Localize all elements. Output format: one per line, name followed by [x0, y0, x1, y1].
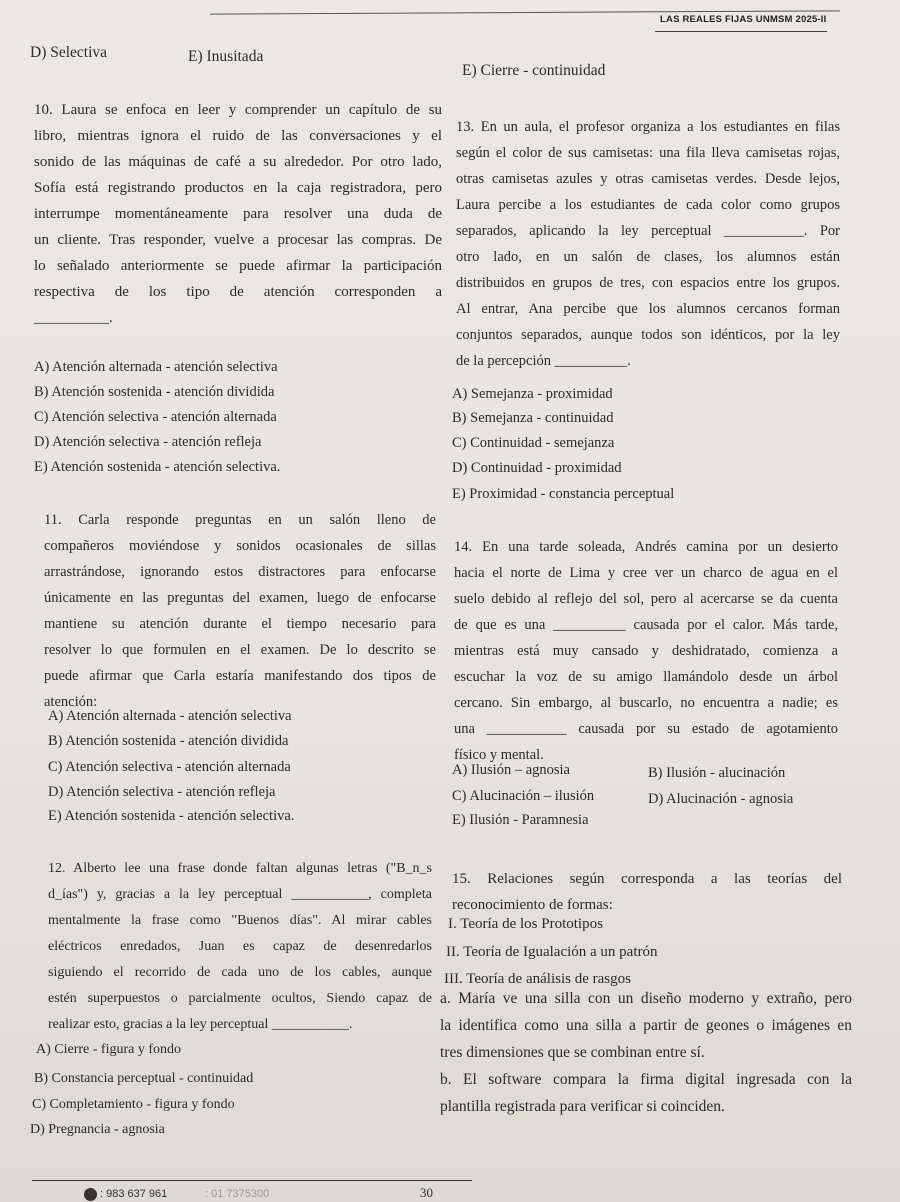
q13-line: conjuntos separados, aunque todos son idénticos, por la ley [456, 327, 840, 343]
q13-option-b[interactable]: B) Semejanza - continuidad [452, 410, 614, 426]
q14-line: hacia el norte de Lima y cree ver un charco de agua en el [454, 565, 838, 581]
question-13 [456, 114, 840, 374]
q14-line: mientras está muy cansado y deshidratado, comienza a [454, 643, 838, 659]
q10-line: interrumpe momentáneamente para resolver una duda de [34, 206, 442, 222]
whatsapp-icon [84, 1188, 97, 1201]
q14-line: suelo debido al reflejo del sol, pero al acercarse se da cuenta [454, 591, 838, 607]
q10-line: 10. Laura se enfoca en leer y comprender un capítulo de su [34, 102, 442, 118]
q12-line: realizar esto, gracias a la ley perceptual ___________. [48, 1017, 353, 1032]
q11-option-a[interactable]: A) Atención alternada - atención selectiva [48, 708, 292, 724]
q15-theory-1: I. Teoría de los Prototipos [448, 916, 603, 932]
q10-line: lo señalado anteriormente se puede afirmar la participación [34, 258, 442, 274]
q13-line: de la percepción __________. [456, 353, 631, 369]
q12-option-b[interactable]: B) Constancia perceptual - continuidad [34, 1071, 254, 1086]
q11-line: únicamente en las preguntas del examen, luego de enfocarse [44, 590, 436, 606]
q13-option-d[interactable]: D) Continuidad - proximidad [452, 460, 622, 476]
q14-line: 14. En una tarde soleada, Andrés camina por un desierto [454, 539, 838, 555]
q14-line: una ___________ causada por su estado de agotamiento [454, 721, 838, 737]
q12-line: 12. Alberto lee una frase donde faltan algunas letras ("B_n_s [48, 861, 432, 876]
q11-line: compañeros moviéndose y sonidos ocasionales de sillas [44, 538, 436, 554]
q11-line: 11. Carla responde preguntas en un salón lleno de [44, 512, 436, 528]
q13-line: separados, aplicando la ley perceptual ___________. Por [456, 223, 840, 239]
q10-line: un cliente. Tras responder, vuelve a procesar las compras. De [34, 232, 442, 248]
q11-line: arrastrándose, ignorando estos distractores para enfocarse [44, 564, 436, 580]
q13-option-a[interactable]: A) Semejanza - proximidad [452, 386, 613, 402]
q13-line: Al entrar, Ana percibe que los alumnos cercanos forman [456, 301, 840, 317]
q13-line: otro lado, en un salón de clases, los alumnos están [456, 249, 840, 265]
q14-line: escuchar la voz de su amigo llamándolo desde un árbol [454, 669, 838, 685]
question-15 [452, 866, 842, 918]
q14-line: físico y mental. [454, 747, 544, 763]
q11-option-d[interactable]: D) Atención selectiva - atención refleja [48, 784, 276, 800]
footer-phone-secondary: : 01 7375300 [205, 1188, 270, 1200]
q14-option-a[interactable]: A) Ilusión – agnosia [452, 762, 570, 778]
q13-line: otras camisetas azules y otras camisetas verdes. Desde lejos, [456, 171, 840, 187]
footer-rule [32, 1180, 472, 1181]
q13-option-e[interactable]: E) Proximidad - constancia perceptual [452, 486, 675, 502]
question-11 [44, 507, 436, 715]
q10-line: respectiva de los tipo de atención corresponden a [34, 284, 442, 300]
q10-option-d[interactable]: D) Atención selectiva - atención refleja [34, 434, 262, 450]
q15-theory-3: III. Teoría de análisis de rasgos [444, 971, 631, 987]
q15-item-line: la identifica como una silla a partir de geones o imágenes en [440, 1017, 852, 1034]
q13-line: según el color de sus camisetas: una fila lleva camisetas rojas, [456, 145, 840, 161]
q10-option-a[interactable]: A) Atención alternada - atención selectiva [34, 359, 278, 375]
q10-option-c[interactable]: C) Atención selectiva - atención alternada [34, 409, 277, 425]
q10-option-b[interactable]: B) Atención sostenida - atención dividida [34, 384, 275, 400]
q13-line: Laura percibe a los estudiantes de cada color como grupos [456, 197, 840, 213]
q12-option-d[interactable]: D) Pregnancia - agnosia [30, 1122, 165, 1137]
q10-option-e[interactable]: E) Atención sostenida - atención selectiva. [34, 459, 281, 475]
q15-item-line: b. El software compara la firma digital ingresada con la [440, 1071, 852, 1088]
q10-line: Sofía está registrando productos en la caja registradora, pero [34, 180, 442, 196]
q14-option-e[interactable]: E) Ilusión - Paramnesia [452, 812, 589, 828]
q12-line: siguiendo el recorrido de cada uno de los cables, aunque [48, 965, 432, 980]
q13-option-c[interactable]: C) Continuidad - semejanza [452, 435, 615, 451]
q13-line: distribuidos en grupos de tres, con espacios entre los grupos. [456, 275, 840, 291]
question-12 [48, 856, 432, 1038]
q11-line: resolver lo que formulen en el examen. De lo descrito se [44, 642, 436, 658]
q11-line: mantiene su atención durante el tiempo necesario para [44, 616, 436, 632]
q11-option-e[interactable]: E) Atención sostenida - atención selectiva. [48, 808, 295, 824]
q12-option-a[interactable]: A) Cierre - figura y fondo [36, 1042, 182, 1057]
q11-line: puede afirmar que Carla estaría manifestando dos tipos de [44, 668, 436, 684]
q15-line: reconocimiento de formas: [452, 897, 613, 913]
q14-option-d[interactable]: D) Alucinación - agnosia [648, 791, 794, 807]
footer-phone: : 983 637 961 [100, 1188, 168, 1200]
q14-option-c[interactable]: C) Alucinación – ilusión [452, 788, 595, 804]
page-number: 30 [420, 1185, 433, 1200]
q12-line: d_ías") y, gracias a la ley perceptual ___________, completa [48, 887, 432, 902]
q12-line: eléctricos enredados, Juan es capaz de desenredarlos [48, 939, 432, 954]
q12-option-c[interactable]: C) Completamiento - figura y fondo [32, 1097, 235, 1112]
q11-option-c[interactable]: C) Atención selectiva - atención alternada [48, 759, 291, 775]
q15-items [440, 985, 852, 1120]
question-14 [454, 534, 838, 768]
q15-item-line: a. María ve una silla con un diseño moderno y extraño, pero [440, 990, 852, 1007]
q11-line: atención: [44, 694, 98, 710]
q11-option-b[interactable]: B) Atención sostenida - atención dividida [48, 733, 289, 749]
top-option-e-right: E) Cierre - continuidad [462, 62, 606, 79]
top-option-d: D) Selectiva [30, 44, 108, 61]
q15-item-line: plantilla registrada para verificar si coinciden. [440, 1098, 725, 1115]
q10-line: libro, mientras ignora el ruido de las conversaciones y el [34, 128, 442, 144]
header-underline [655, 31, 827, 32]
q15-theory-2: II. Teoría de Igualación a un patrón [446, 944, 658, 960]
q12-line: mentalmente la frase como "Buenos días". Al mirar cables [48, 913, 432, 928]
q14-line: cercano. Sin embargo, al buscarlo, no encuentra a nadie; es [454, 695, 838, 711]
header-title: LAS REALES FIJAS UNMSM 2025-II [660, 14, 827, 25]
q15-item-line: tres dimensiones que se combinan entre sí. [440, 1044, 705, 1061]
q12-line: estén superpuestos o parcialmente ocultos, Siendo capaz de [48, 991, 432, 1006]
q14-option-b[interactable]: B) Ilusión - alucinación [648, 765, 786, 781]
q15-line: 15. Relaciones según corresponda a las teorías del [452, 871, 842, 887]
q14-line: de que es una __________ causada por el calor. Más tarde, [454, 617, 838, 633]
q10-line: __________. [34, 310, 113, 326]
q10-line: sonido de las máquinas de café a su alrededor. Por otro lado, [34, 154, 442, 170]
question-10 [34, 97, 442, 331]
top-option-e-left: E) Inusitada [188, 48, 264, 65]
q13-line: 13. En un aula, el profesor organiza a los estudiantes en filas [456, 119, 840, 135]
